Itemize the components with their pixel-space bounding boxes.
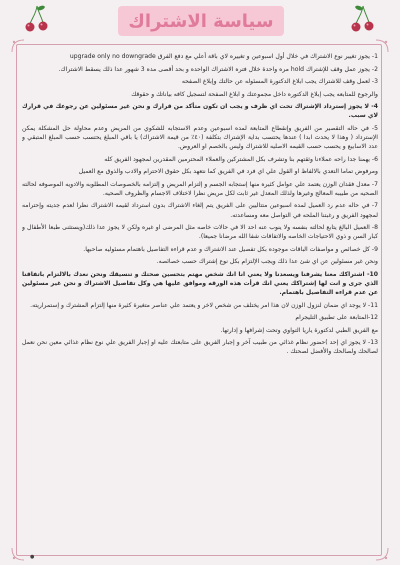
policy-paragraph-11: 11- لا يوجد اي ضمان لنزول الوزن لان هذا امر يختلف من شخص لاخر و يعتمد علي عناصر متغيرة كثيرة منها إلتزام المشترك و إستمراريته.: [30, 301, 378, 309]
policy-paragraph-9b: ونحن غير مسئولين عن اي شئ عدا ذلك ويجب الإلتزام بكل نوع إشتراك حسب خصائصه.: [156, 258, 378, 266]
policy-paragraph-2: 2- يجوز عمل وقف للإشتراك hold مره واحدة خلال فتره الاشتراك الواحده و بحد أقصى مده 3 شهور عدا ذلك يسقط الاشتراك.: [58, 65, 378, 73]
policy-paragraph-9: 9- كل خصائص و مواصفات الباقات موجوده بكل تفصيل عند الاشتراك و عدم قراءه التفاصيل باهتمام مسئوليه صاحبها.: [83, 245, 378, 253]
policy-paragraph-1: 1- يجوز تغيير نوع الاشتراك في خلال أول اسبوعين و تغييره لاي باقة أعلي مع دفع الفرق upgrade only no downgrade: [69, 53, 378, 60]
policy-paragraph-6b: ومرفوض تماما التعدي بالالفاظ او القول علي اي فرد في الفريق كما نتعهد بكل حقوق الاحترام والادب والذوق مع العميل: [78, 168, 378, 176]
policy-paragraph-8: 8- العميل البالغ يتابع لحالته بنفسه ولا ينوب عنه احد الا في حالات خاصه مثل المرضى او غيره ولكن لا يجوز عدا ذلك(ويستثنى طبعا الأطفال و كبار السن و ذوي الاحتياجات الخاصه والاتفاقات شفا الله مرضانا جميعا).: [22, 224, 378, 241]
policy-paragraph-12: 12-المتابعة على تطبيق التليجرام: [295, 314, 378, 322]
cherry-decoration-left-icon: [24, 4, 50, 34]
page-title: سياسة الاشتراك: [128, 10, 274, 32]
policy-paragraph-7: 7- معدل فقدان الوزن يعتمد علي عوامل كثيره منها إستجابه الجسم و إلتزام المريض و إلتزامه بالخصوصات المطلوبه والادويه الموصوفه لحالته الصحيه من طبيبه المعالج وغيرها ولذلك المعدل غير ثابت لكل مريض نظرا لاختلاف الاجسام والظروف الصحيه.: [22, 180, 378, 197]
policy-paragraph-7b: 7- في حاله عدم رد العميل لمده اسبوعين متتاليين على الفريق يتم إلغاء الاشتراك بدون استرداد لقيمه الاشتراك نظرا لعدم جديته وإحترامه لمجهود الفريق و رغبتنا الملحه في التواصل معه ومساعدته.: [22, 202, 378, 219]
title-banner: [118, 6, 284, 36]
policy-paragraph-3b: والرجوع للمتابعه يجب إبلاغ الدكتوره داخل مجموعتك و ابلاغ الصفحة لتسجيل كافه بياناتك و حقوقك: [131, 90, 378, 98]
policy-paragraph-3: 3- لعمل وقف للاشتراك يجب ابلاغ الدكتورة المسئوله عن حالتك وإبلاغ الصفحه: [181, 78, 378, 85]
policy-paragraph-10-text: 10- اشتراكك معنا يشرفنا ويسعدنا ولا يعني انا انك شخص مهتم بتحسين صحتك و تنسيقك ونحن نعدك بالالتزام باتفاقنا الذي جرى و انت لها إشتراكك يعني انك قرأت هذه الورقه وموافق عليها هي وكل تفاصيل الاشتراك و نحن غير مسئولين عن عدم قراءه التفاصيل باهتمام.: [22, 270, 378, 297]
policy-paragraph-13: 13- لا يجوز اي إحد )حضور نظام غذائي من طبيب آخر و إجبار الفريق على متابعتك عليه او إجبار الفريق علي نوع نظام غذائي معين نحن نعمل لصالحك ولصالحك والأفضل لصحتك .: [22, 339, 378, 356]
page-marker: ●: [30, 554, 35, 560]
policy-paragraph-12b: مع الفريق الطبي لدكتورة ياريا التواوي وتحت إشرافها و إدارتها.: [220, 326, 378, 334]
policy-paragraph-4-text: 4- لا يجوز إسترداد الإشتراك تحت اي ظرف و يجب ان تكون متأكد من قرارك و نحن غير مسئولين عن رجوعك في قرارك لاي سبب.: [22, 103, 378, 120]
policy-body: [22, 52, 378, 552]
policy-paragraph-5: 5- في حاله التقصير من الفريق وإنقطاع المتابعة لمده اسبوعين وعدم الاستجابه للشكوي من المريض وعدم محاولة حل المشكلة يمكن الإسترداد ( وهذا لا يحدث ابدا ) عندها يحتسب بداية الإشتراك بتكلفة (٤٠٪ من قيمة الاشتراك) يا باقي المبلغ يحتسب حسب المبلغ المتبقي و عدد الاسابيع و يحسب حسب القيمه الاصليه للاشتراك وليس بالخصم او العروض.: [22, 124, 378, 151]
cherry-decoration-right-icon: [350, 4, 376, 34]
policy-paragraph-4: [22, 102, 378, 120]
policy-paragraph-6: 6- يهمنا جدا راحه عملاءنا وثقتهم بنا وتشرف بكل المشتركين والعملاء المحترمين المقدرين لمجهود الفريق كله: [104, 155, 378, 163]
policy-paragraph-10: [22, 270, 378, 298]
